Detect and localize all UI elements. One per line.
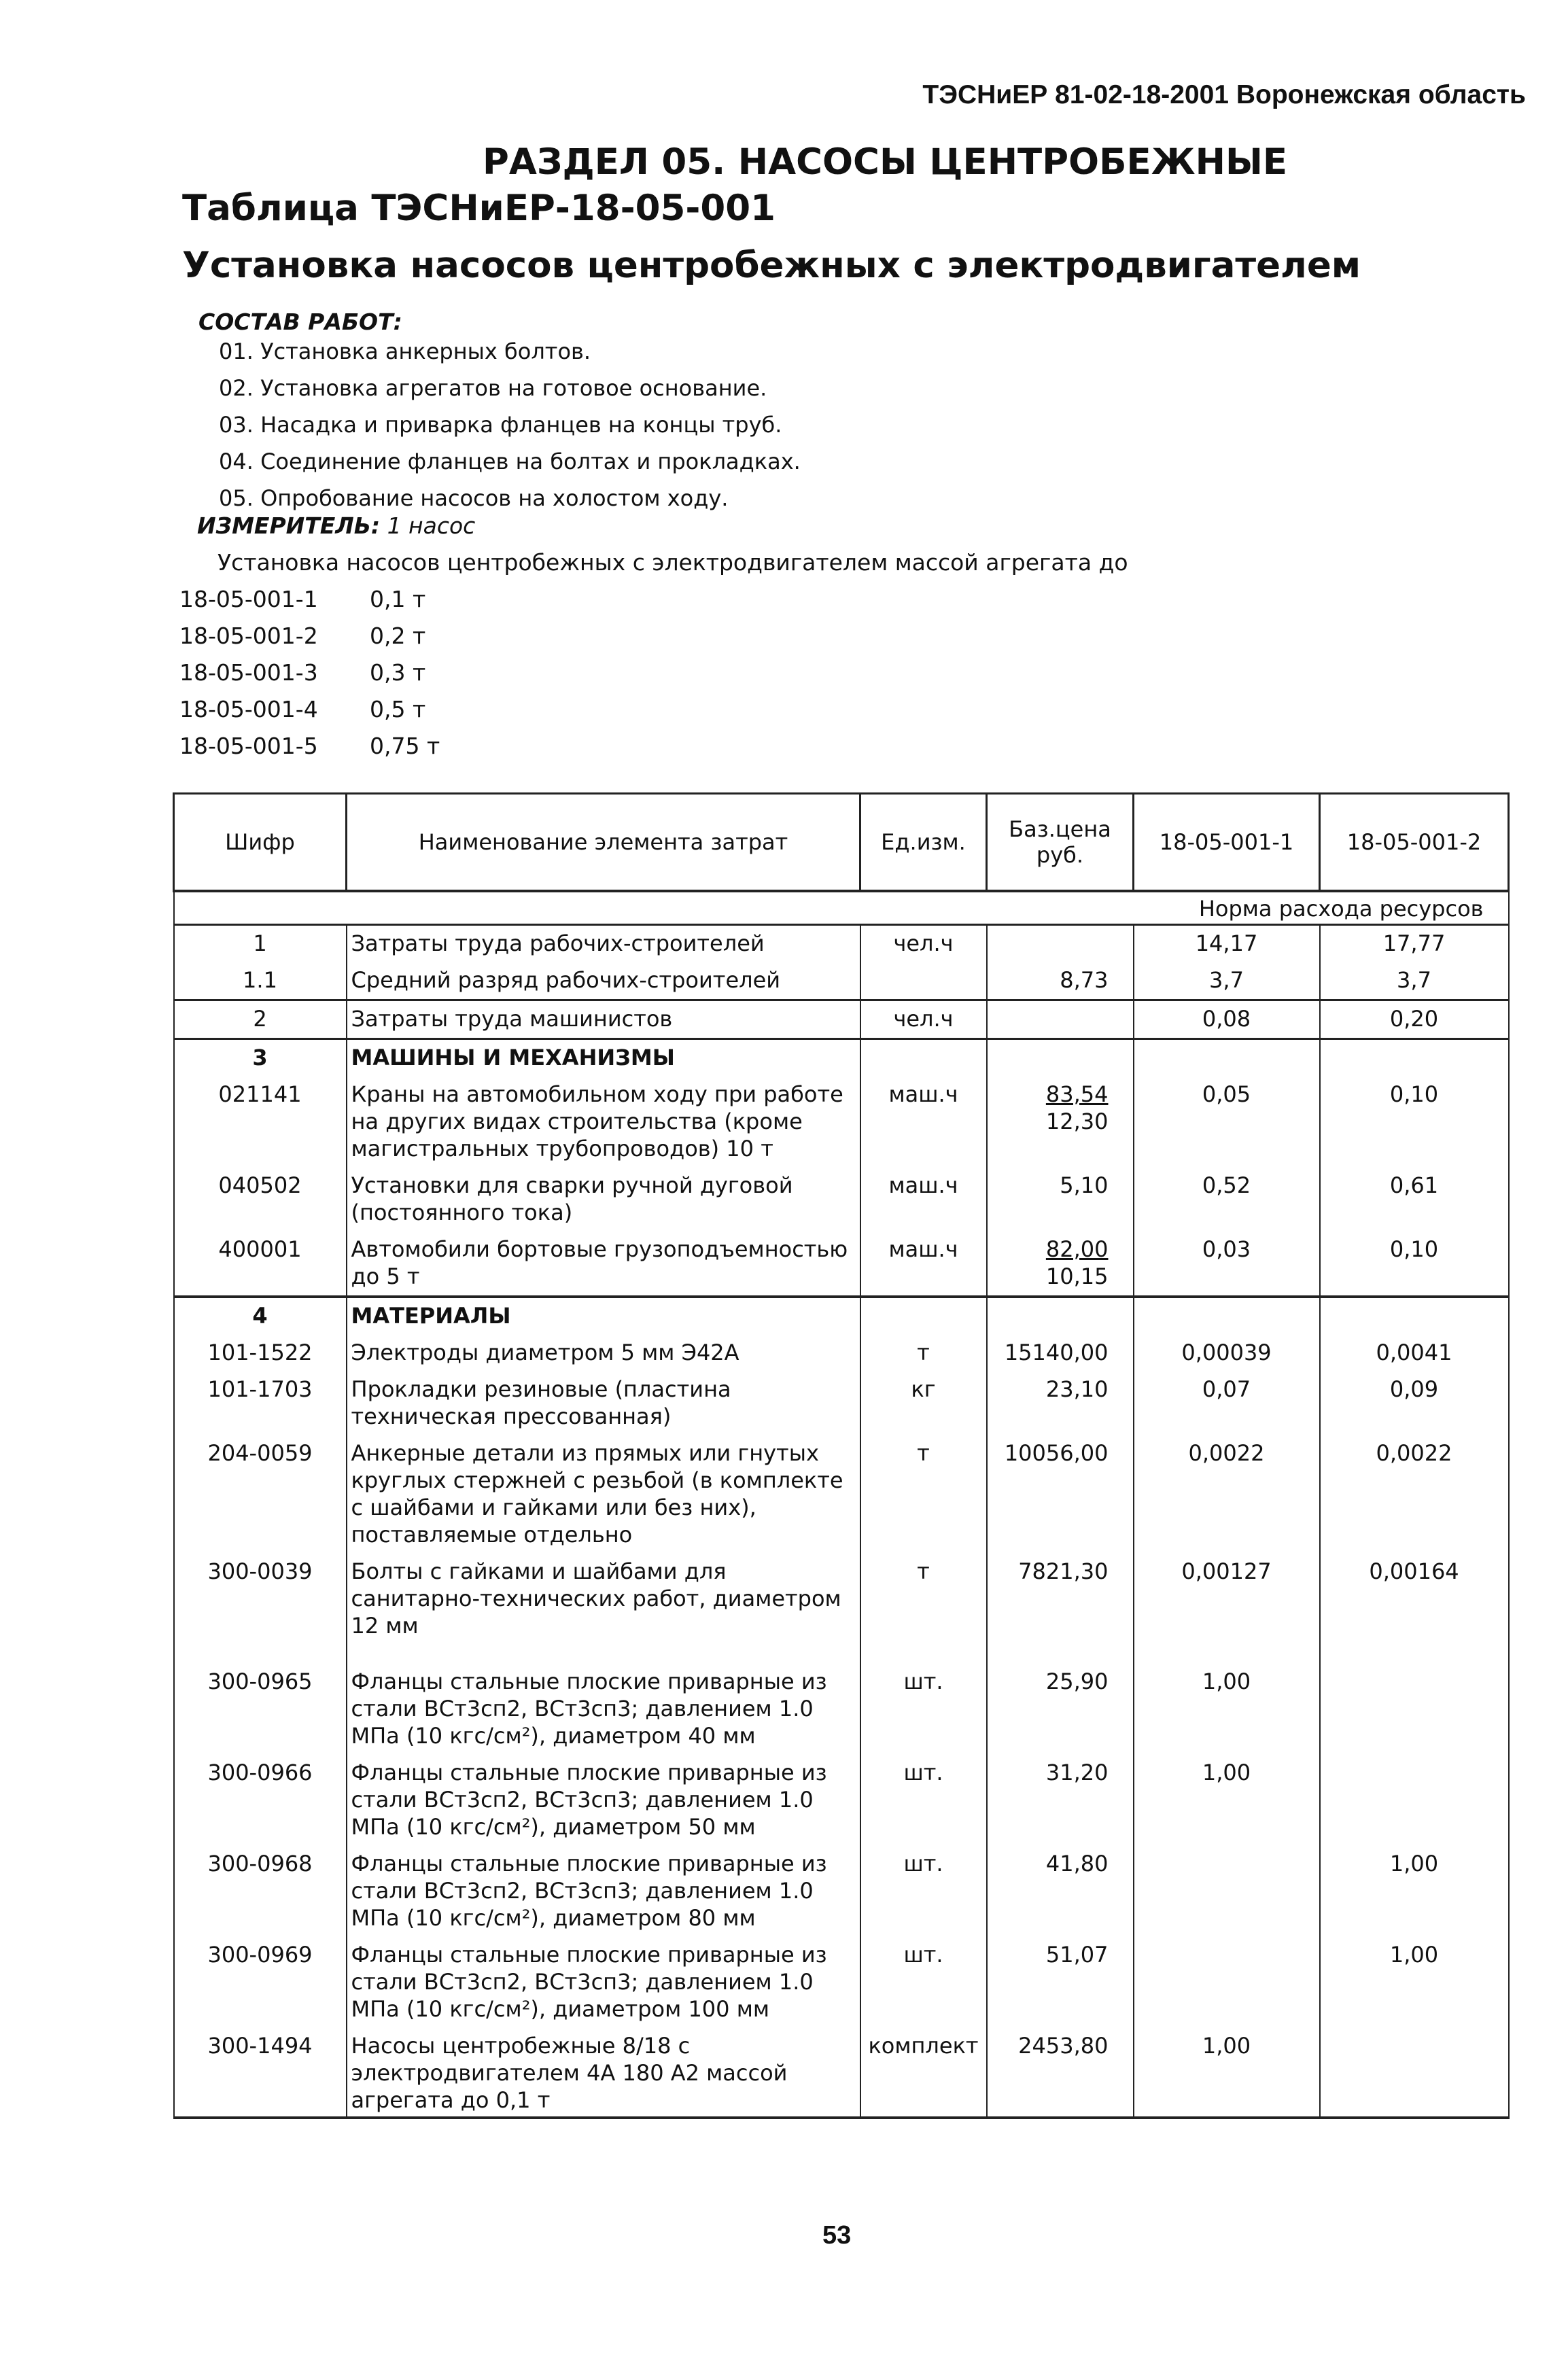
row-unit: маш.ч	[860, 1232, 987, 1297]
row-name: Установки для сварки ручной дуговой (постоянного тока)	[347, 1168, 860, 1232]
table-row	[174, 1755, 1509, 1846]
row-name: Затраты труда рабочих-строителей	[347, 925, 860, 963]
row-unit: чел.ч	[860, 1000, 987, 1039]
code-value: 0,3 т	[370, 659, 426, 686]
row-price-value: 10056,00	[1004, 1440, 1109, 1466]
row-price	[987, 1232, 1134, 1297]
table-row	[174, 925, 1509, 963]
table-row	[174, 1000, 1509, 1039]
row-unit: маш.ч	[860, 1077, 987, 1168]
row-value-col1: 0,03	[1134, 1232, 1320, 1297]
code-row	[0, 623, 680, 652]
work-item: 02. Установка агрегатов на готовое основание.	[219, 375, 767, 401]
table-row	[174, 1297, 1509, 1335]
table-row	[174, 1554, 1509, 1664]
row-value-col2: 0,61	[1320, 1168, 1509, 1232]
row-value-col1	[1134, 1297, 1320, 1335]
row-value-col1: 14,17	[1134, 925, 1320, 963]
row-code: 300-0966	[174, 1755, 347, 1846]
row-value-col1	[1134, 1937, 1320, 2028]
table-row	[174, 1664, 1509, 1755]
work-composition-label: СОСТАВ РАБОТ:	[198, 309, 402, 335]
row-value-col2: 0,10	[1320, 1077, 1509, 1168]
row-price	[987, 1335, 1134, 1372]
table-row	[174, 1435, 1509, 1554]
row-unit: т	[860, 1554, 987, 1664]
header-code: Шифр	[174, 794, 347, 892]
work-item: 03. Насадка и приварка фланцев на концы труб.	[219, 412, 782, 438]
meter-line	[197, 512, 475, 539]
row-unit: шт.	[860, 1664, 987, 1755]
row-price	[987, 1297, 1134, 1335]
row-code: 300-1494	[174, 2028, 347, 2118]
table-row	[174, 1372, 1509, 1435]
row-name: МАТЕРИАЛЫ	[347, 1297, 860, 1335]
row-value-col2: 0,20	[1320, 1000, 1509, 1039]
row-value-col2: 1,00	[1320, 1937, 1509, 2028]
row-value-col1: 0,00039	[1134, 1335, 1320, 1372]
table-row	[174, 1039, 1509, 1077]
row-value-col1: 0,05	[1134, 1077, 1320, 1168]
row-value-col2: 0,00164	[1320, 1554, 1509, 1664]
row-value-col1	[1134, 1846, 1320, 1937]
code: 18-05-001-5	[179, 733, 318, 759]
row-price	[987, 1937, 1134, 2028]
table-row	[174, 1232, 1509, 1297]
row-code: 1	[174, 925, 347, 963]
row-price-value: 5,10	[1060, 1172, 1109, 1198]
code: 18-05-001-4	[179, 696, 318, 722]
row-name: МАШИНЫ И МЕХАНИЗМЫ	[347, 1039, 860, 1077]
row-price	[987, 962, 1134, 1000]
code-value: 0,75 т	[370, 733, 440, 759]
row-unit: т	[860, 1435, 987, 1554]
code: 18-05-001-2	[179, 623, 318, 649]
header-name: Наименование элемента затрат	[347, 794, 860, 892]
row-price-value: 23,10	[1045, 1376, 1109, 1402]
row-price	[987, 1039, 1134, 1077]
row-code: 101-1522	[174, 1335, 347, 1372]
row-value-col2	[1320, 1039, 1509, 1077]
row-code: 1.1	[174, 962, 347, 1000]
row-price-value: 8,73	[1060, 967, 1109, 993]
row-code: 101-1703	[174, 1372, 347, 1435]
row-price-value: 2453,80	[1018, 2033, 1109, 2059]
section-title: РАЗДЕЛ 05. НАСОСЫ ЦЕНТРОБЕЖНЫЕ	[483, 141, 1288, 183]
code: 18-05-001-3	[179, 659, 318, 686]
row-value-col1: 0,08	[1134, 1000, 1320, 1039]
row-name: Фланцы стальные плоские приварные из стали ВСт3сп2, ВСт3сп3; давлением 1.0 МПа (10 кгс/см²), диаметром 40 мм	[347, 1664, 860, 1755]
row-value-col2	[1320, 1755, 1509, 1846]
header-price-line1: Баз.цена	[1009, 816, 1111, 842]
row-price-value: 51,07	[1045, 1942, 1109, 1968]
row-unit: шт.	[860, 1755, 987, 1846]
row-price-extra: 10,15	[1045, 1263, 1109, 1289]
row-value-col1: 1,00	[1134, 2028, 1320, 2118]
row-code: 300-0039	[174, 1554, 347, 1664]
row-name: Средний разряд рабочих-строителей	[347, 962, 860, 1000]
row-code: 2	[174, 1000, 347, 1039]
row-value-col2	[1320, 2028, 1509, 2118]
row-price-value: 31,20	[1045, 1760, 1109, 1785]
code: 18-05-001-1	[179, 586, 318, 612]
code-row	[0, 696, 680, 726]
row-name: Фланцы стальные плоские приварные из стали ВСт3сп2, ВСт3сп3; давлением 1.0 МПа (10 кгс/см²), диаметром 80 мм	[347, 1846, 860, 1937]
row-code: 3	[174, 1039, 347, 1077]
row-value-col2: 0,0041	[1320, 1335, 1509, 1372]
row-name: Прокладки резиновые (пластина техническая прессованная)	[347, 1372, 860, 1435]
code-row	[0, 586, 680, 616]
work-item: 04. Соединение фланцев на болтах и прокладках.	[219, 449, 801, 474]
row-unit: чел.ч	[860, 925, 987, 963]
row-unit: маш.ч	[860, 1168, 987, 1232]
row-unit: т	[860, 1335, 987, 1372]
table-subtitle: Установка насосов центробежных с электродвигателем	[182, 245, 1361, 286]
header-price	[987, 794, 1134, 892]
row-unit	[860, 962, 987, 1000]
code-row	[0, 659, 680, 689]
table-title: Таблица ТЭСНиЕР-18-05-001	[182, 188, 776, 229]
page-number: 53	[822, 2221, 852, 2250]
row-price	[987, 1554, 1134, 1664]
row-value-col2: 0,0022	[1320, 1435, 1509, 1554]
row-price	[987, 1846, 1134, 1937]
row-price	[987, 1000, 1134, 1039]
row-value-col2: 17,77	[1320, 925, 1509, 963]
row-price	[987, 925, 1134, 963]
row-price-extra: 12,30	[1045, 1108, 1109, 1134]
header-price-line2: руб.	[1036, 842, 1084, 868]
table-row	[174, 1846, 1509, 1937]
table-row	[174, 1937, 1509, 2028]
row-value-col1: 0,07	[1134, 1372, 1320, 1435]
row-code: 040502	[174, 1168, 347, 1232]
work-item: 05. Опробование насосов на холостом ходу.	[219, 485, 729, 511]
row-unit: шт.	[860, 1846, 987, 1937]
row-price-value: 82,00	[1045, 1236, 1109, 1262]
row-value-col2: 0,09	[1320, 1372, 1509, 1435]
row-price-value: 83,54	[1045, 1081, 1109, 1107]
row-price	[987, 1372, 1134, 1435]
row-unit	[860, 1039, 987, 1077]
row-value-col2: 0,10	[1320, 1232, 1509, 1297]
row-price	[987, 1664, 1134, 1755]
header-col2: 18-05-001-2	[1320, 794, 1509, 892]
document-reference: ТЭСНиЕР 81-02-18-2001 Воронежская область	[922, 80, 1526, 109]
row-unit: шт.	[860, 1937, 987, 2028]
table-row	[174, 1335, 1509, 1372]
table-header-row	[174, 794, 1509, 892]
row-value-col2: 1,00	[1320, 1846, 1509, 1937]
row-name: Автомобили бортовые грузоподъемностью до 5 т	[347, 1232, 860, 1297]
row-value-col1: 3,7	[1134, 962, 1320, 1000]
row-unit: комплект	[860, 2028, 987, 2118]
row-price-value: 25,90	[1045, 1669, 1109, 1694]
row-name: Фланцы стальные плоские приварные из стали ВСт3сп2, ВСт3сп3; давлением 1.0 МПа (10 кгс/см²), диаметром 50 мм	[347, 1755, 860, 1846]
row-value-col1: 1,00	[1134, 1755, 1320, 1846]
row-code: 021141	[174, 1077, 347, 1168]
row-unit: кг	[860, 1372, 987, 1435]
row-price	[987, 1168, 1134, 1232]
row-name: Затраты труда машинистов	[347, 1000, 860, 1039]
row-code: 300-0968	[174, 1846, 347, 1937]
code-value: 0,5 т	[370, 696, 426, 722]
row-price	[987, 1077, 1134, 1168]
row-price-value: 41,80	[1045, 1851, 1109, 1876]
work-item: 01. Установка анкерных болтов.	[219, 338, 591, 364]
row-value-col2	[1320, 1664, 1509, 1755]
row-code: 4	[174, 1297, 347, 1335]
description: Установка насосов центробежных с электродвигателем массой агрегата до	[217, 549, 1128, 576]
row-value-col1: 1,00	[1134, 1664, 1320, 1755]
row-name: Электроды диаметром 5 мм Э42А	[347, 1335, 860, 1372]
row-value-col1: 0,52	[1134, 1168, 1320, 1232]
row-name: Насосы центробежные 8/18 с электродвигателем 4А 180 А2 массой агрегата до 0,1 т	[347, 2028, 860, 2118]
table-row	[174, 1077, 1509, 1168]
norm-caption-row	[174, 891, 1509, 925]
meter-label: ИЗМЕРИТЕЛЬ:	[197, 512, 381, 539]
row-price	[987, 1755, 1134, 1846]
meter-value: 1 насос	[387, 512, 476, 539]
row-price-value: 7821,30	[1018, 1558, 1109, 1584]
table-row	[174, 962, 1509, 1000]
norm-caption: Норма расхода ресурсов	[174, 891, 1509, 925]
row-name: Краны на автомобильном ходу при работе на других видах строительства (кроме магистральных трубопроводов) 10 т	[347, 1077, 860, 1168]
row-code: 204-0059	[174, 1435, 347, 1554]
row-code: 300-0965	[174, 1664, 347, 1755]
header-unit: Ед.изм.	[860, 794, 987, 892]
row-price	[987, 2028, 1134, 2118]
row-value-col2	[1320, 1297, 1509, 1335]
row-price-value: 15140,00	[1004, 1340, 1109, 1365]
code-value: 0,1 т	[370, 586, 426, 612]
row-value-col1: 0,0022	[1134, 1435, 1320, 1554]
header-col1: 18-05-001-1	[1134, 794, 1320, 892]
code-value: 0,2 т	[370, 623, 426, 649]
row-name: Анкерные детали из прямых или гнутых круглых стержней с резьбой (в комплекте с шайбами и гайками или без них), поставляемые отдельно	[347, 1435, 860, 1554]
table-row	[174, 1168, 1509, 1232]
table-row	[174, 2028, 1509, 2118]
row-price	[987, 1435, 1134, 1554]
row-value-col1: 0,00127	[1134, 1554, 1320, 1664]
resource-norms-table	[173, 792, 1510, 2119]
code-row	[0, 733, 680, 763]
row-value-col1	[1134, 1039, 1320, 1077]
row-name: Фланцы стальные плоские приварные из стали ВСт3сп2, ВСт3сп3; давлением 1.0 МПа (10 кгс/см²), диаметром 100 мм	[347, 1937, 860, 2028]
row-value-col2: 3,7	[1320, 962, 1509, 1000]
row-code: 300-0969	[174, 1937, 347, 2028]
row-code: 400001	[174, 1232, 347, 1297]
row-name: Болты с гайками и шайбами для санитарно-технических работ, диаметром 12 мм	[347, 1554, 860, 1664]
row-unit	[860, 1297, 987, 1335]
